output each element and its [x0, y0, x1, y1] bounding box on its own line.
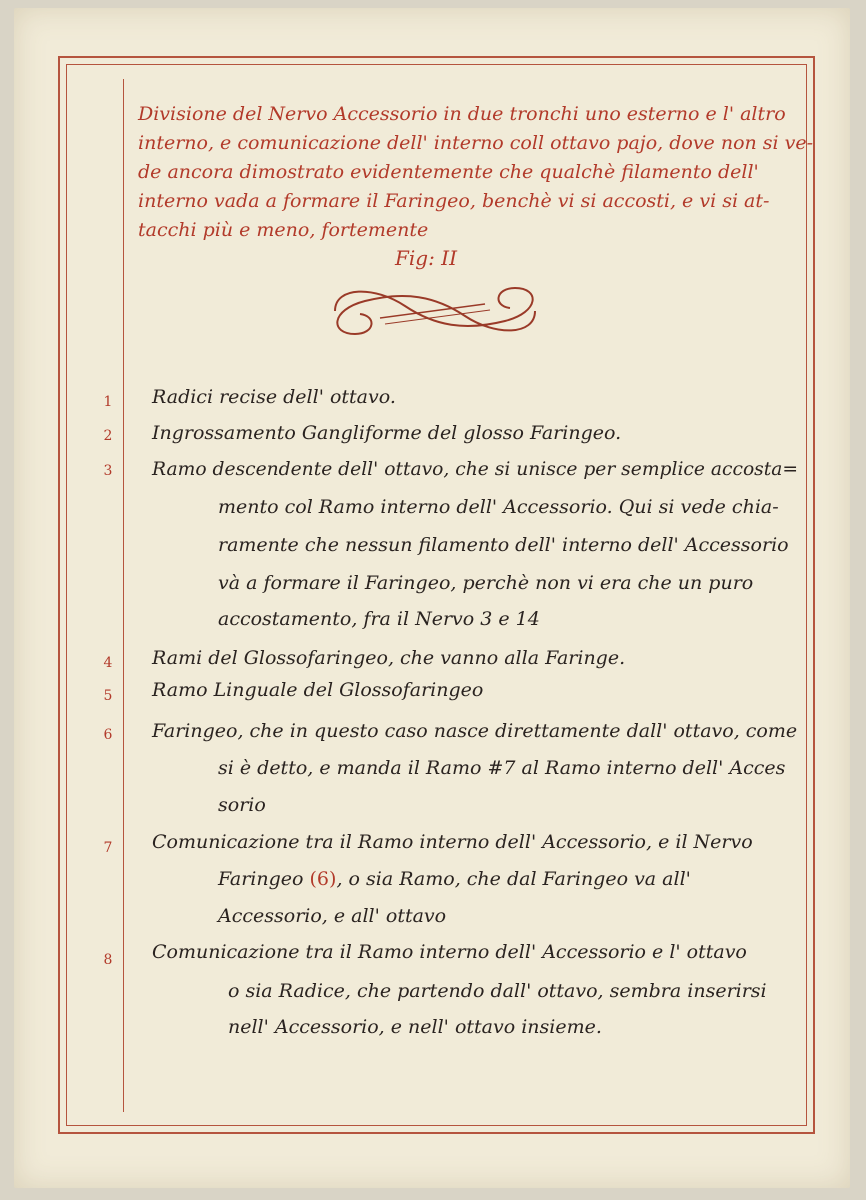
- title-line: tacchi più e meno, fortemente: [138, 219, 429, 241]
- entry-line: , o sia Ramo, che dal Faringeo va all': [336, 868, 691, 890]
- entry-line: nell' Accessorio, e nell' ottavo insieme.: [228, 1016, 602, 1038]
- title-line: interno, e comunicazione dell' interno coll ottavo pajo, dove non si ve-: [138, 132, 814, 154]
- entry-number: 2: [103, 428, 113, 444]
- entry-number: 1: [103, 394, 113, 410]
- entry-line-with-reference: [218, 868, 691, 890]
- title-line: Divisione del Nervo Accessorio in due tronchi uno esterno e l' altro: [138, 103, 786, 125]
- entry-line: Rami del Glossofaringeo, che vanno alla Faringe.: [152, 647, 626, 669]
- entry-line: ramente che nessun filamento dell' interno dell' Accessorio: [218, 534, 789, 556]
- entry-line: accostamento, fra il Nervo 3 e 14: [218, 608, 540, 630]
- entry-line: và a formare il Faringeo, perchè non vi era che un puro: [218, 572, 754, 594]
- entry-number: 4: [103, 655, 113, 671]
- entry-number: 5: [103, 688, 113, 704]
- entry-line: Ingrossamento Gangliforme del glosso Faringeo.: [152, 422, 622, 444]
- entry-number: 8: [103, 952, 113, 968]
- figure-reference: (6): [309, 868, 337, 890]
- entry-number: 3: [103, 463, 113, 479]
- figure-label: Fig: II: [395, 246, 457, 270]
- title-line: de ancora dimostrato evidentemente che qualchè filamento dell': [138, 161, 759, 183]
- entry-line: Comunicazione tra il Ramo interno dell' Accessorio, e il Nervo: [152, 831, 753, 853]
- entry-line: Ramo Linguale del Glossofaringeo: [152, 679, 484, 701]
- entry-number: 7: [103, 840, 113, 856]
- calligraphic-flourish: [315, 276, 555, 346]
- entry-line: Ramo descendente dell' ottavo, che si unisce per semplice accosta=: [152, 458, 799, 480]
- title-block: [138, 100, 814, 245]
- entry-line: Faringeo, che in questo caso nasce direttamente dall' ottavo, come: [152, 720, 798, 742]
- entry-line: Accessorio, e all' ottavo: [218, 905, 447, 927]
- entry-line: Faringeo: [218, 868, 304, 890]
- entry-line: mento col Ramo interno dell' Accessorio. Qui si vede chia-: [218, 496, 779, 518]
- title-line: interno vada a formare il Faringeo, benchè vi si accosti, e vi si at-: [138, 190, 770, 212]
- entry-number: 6: [103, 727, 113, 743]
- entry-line: si è detto, e manda il Ramo #7 al Ramo interno dell' Acces: [218, 757, 786, 779]
- margin-rule: [123, 79, 124, 1112]
- entry-line: sorio: [218, 794, 266, 816]
- entry-line: Comunicazione tra il Ramo interno dell' Accessorio e l' ottavo: [152, 941, 747, 963]
- entry-line: o sia Radice, che partendo dall' ottavo, sembra inserirsi: [228, 980, 767, 1002]
- entry-line: Radici recise dell' ottavo.: [152, 386, 396, 408]
